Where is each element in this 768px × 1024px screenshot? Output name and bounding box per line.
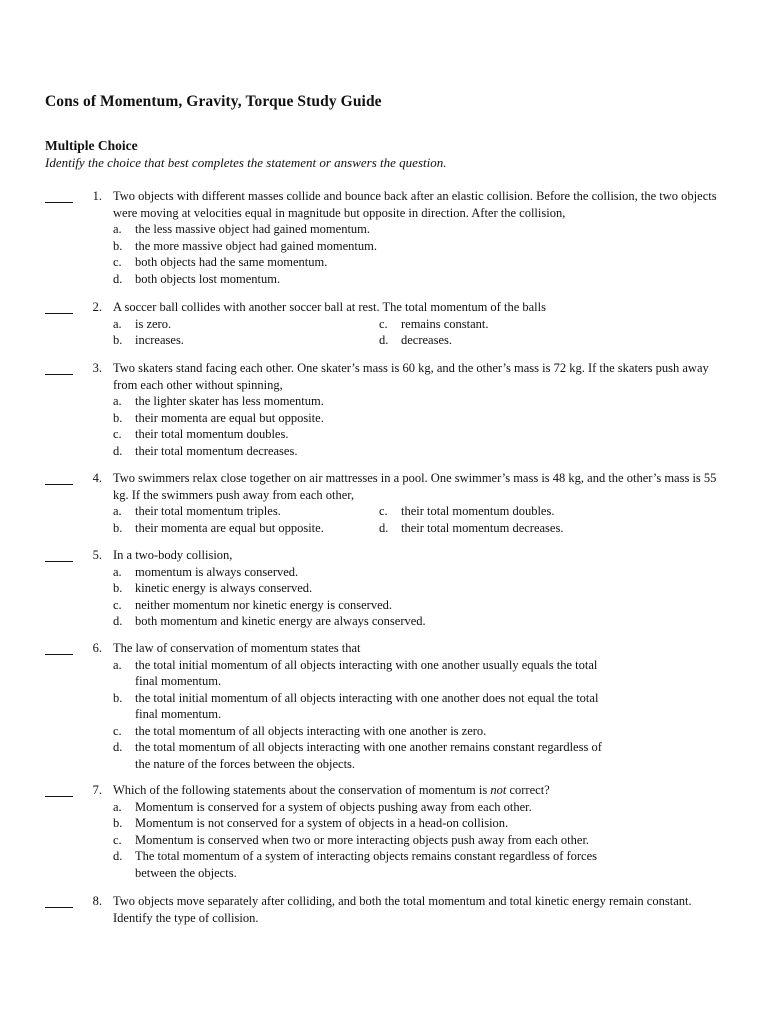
option-text: decreases. <box>401 333 453 347</box>
option-text: Momentum is not conserved for a system of objects in a head-on collision. <box>135 816 509 830</box>
question-text-emphasis: not <box>490 783 507 797</box>
option-text: their total momentum decreases. <box>401 520 564 535</box>
option-d <box>379 520 644 537</box>
option-text: their momenta are equal but opposite. <box>135 410 324 425</box>
option-text: the total initial momentum of all objects interacting with one another usually equals the total final momentum. <box>135 657 598 688</box>
question-text: Two objects with different masses collide and bounce back after an elastic collision. Before the collision, the two objects were moving at velocities equal in magnitude but opposite in direction. After the collision, <box>113 189 717 220</box>
option-letter: b. <box>113 520 123 535</box>
option-letter: c. <box>113 723 122 738</box>
question-text: Two objects move separately after colliding, and both the total momentum and total kinetic energy remain constant. Identify the type of collision. <box>113 894 692 925</box>
option-text: their total momentum doubles. <box>135 427 289 441</box>
option-a <box>113 316 378 333</box>
option-letter: b. <box>113 410 123 425</box>
option-letter: d. <box>113 271 123 286</box>
question-text: In a two-body collision, <box>113 548 233 562</box>
answer-blank-2[interactable] <box>45 299 73 314</box>
question-number: 7. <box>92 783 102 797</box>
question-text: Two swimmers relax close together on air mattresses in a pool. One swimmer’s mass is 48 kg, and the other’s mass is 55 kg. If the swimmers push away from each other, <box>113 471 717 502</box>
option-text: their total momentum triples. <box>135 504 281 518</box>
option-letter: d. <box>113 740 123 754</box>
option-text: is zero. <box>135 316 172 331</box>
option-text: their total momentum doubles. <box>401 504 555 518</box>
question-text-start: Which of the following statements about the conservation of momentum is <box>113 783 491 797</box>
option-text: momentum is always conserved. <box>135 564 299 579</box>
option-text: both momentum and kinetic energy are always conserved. <box>135 614 426 628</box>
option-letter: c. <box>379 316 388 331</box>
option-letter: a. <box>113 504 122 518</box>
option-letter: c. <box>113 255 122 269</box>
option-text: the less massive object had gained momentum. <box>135 222 371 236</box>
question-number: 5. <box>92 548 102 562</box>
option-c <box>379 503 644 520</box>
page-title: Cons of Momentum, Gravity, Torque Study Guide <box>45 93 382 110</box>
option-letter: b. <box>113 816 123 830</box>
question-number: 6. <box>92 641 102 655</box>
option-row <box>113 332 673 349</box>
option-letter: c. <box>113 427 122 441</box>
option-text: both objects had the same momentum. <box>135 255 328 269</box>
question-number: 2. <box>92 300 102 314</box>
option-text: the total initial momentum of all objects interacting with one another does not equal the total final momentum. <box>135 690 599 721</box>
option-letter: c. <box>113 832 122 847</box>
answer-blank-5[interactable] <box>45 547 73 562</box>
answer-blank-7[interactable] <box>45 782 73 797</box>
option-text: neither momentum nor kinetic energy is conserved. <box>135 597 392 612</box>
option-letter: a. <box>113 657 122 672</box>
option-letter: b. <box>113 238 123 253</box>
option-c <box>379 316 644 333</box>
answer-blank-4[interactable] <box>45 470 73 485</box>
answer-blank-8[interactable] <box>45 893 73 908</box>
option-letter: d. <box>113 443 123 458</box>
option-letter: d. <box>113 849 123 863</box>
question-number: 8. <box>92 894 102 908</box>
option-text: the total momentum of all objects interacting with one another remains constant regardless of the nature of the forces between the objects. <box>135 740 602 771</box>
option-text: remains constant. <box>401 316 489 331</box>
option-row <box>113 503 673 520</box>
option-letter: a. <box>113 222 122 236</box>
options-list <box>113 503 673 536</box>
option-letter: b. <box>113 333 123 347</box>
section-instruction: Identify the choice that best completes the statement or answers the question. <box>45 155 447 170</box>
section-heading: Multiple Choice <box>45 138 138 153</box>
option-letter: d. <box>379 333 389 347</box>
option-letter: a. <box>113 564 122 579</box>
option-text: their total momentum decreases. <box>135 443 298 458</box>
option-letter: b. <box>113 581 123 595</box>
options-list <box>113 316 673 349</box>
option-text: Momentum is conserved for a system of objects pushing away from each other. <box>135 799 532 814</box>
option-text: their momenta are equal but opposite. <box>135 520 324 535</box>
answer-blank-1[interactable] <box>45 188 73 203</box>
option-text: The total momentum of a system of interacting objects remains constant regardless of forces between the objects. <box>135 849 598 880</box>
option-text: Momentum is conserved when two or more interacting objects push away from each other. <box>135 832 590 847</box>
option-text: both objects lost momentum. <box>135 271 281 286</box>
question-text: The law of conservation of momentum states that <box>113 641 361 655</box>
question-text <box>113 782 723 799</box>
question-text: A soccer ball collides with another soccer ball at rest. The total momentum of the balls <box>113 300 546 314</box>
option-letter: d. <box>113 614 123 628</box>
option-letter: a. <box>113 316 122 331</box>
option-row <box>113 520 673 537</box>
option-letter: c. <box>113 597 122 612</box>
option-b <box>113 332 378 349</box>
question-number: 1. <box>92 189 102 203</box>
option-text: the lighter skater has less momentum. <box>135 394 324 408</box>
question-text: Two skaters stand facing each other. One skater’s mass is 60 kg, and the other’s mass is 72 kg. If the skaters push away from each other without spinning, <box>113 361 709 392</box>
option-row <box>113 316 673 333</box>
answer-blank-6[interactable] <box>45 640 73 655</box>
option-text: the total momentum of all objects interacting with one another is zero. <box>135 723 487 738</box>
option-letter: b. <box>113 690 123 705</box>
option-text: increases. <box>135 333 184 347</box>
option-letter: d. <box>379 520 389 535</box>
question-text-end: correct? <box>506 783 550 797</box>
option-text: kinetic energy is always conserved. <box>135 581 313 595</box>
option-b <box>113 520 378 537</box>
question-number: 4. <box>92 471 102 485</box>
option-letter: a. <box>113 799 122 814</box>
question-number: 3. <box>92 361 102 375</box>
option-text: the more massive object had gained momentum. <box>135 238 377 253</box>
option-a <box>113 503 378 520</box>
option-letter: a. <box>113 394 122 408</box>
answer-blank-3[interactable] <box>45 360 73 375</box>
option-d <box>379 332 644 349</box>
option-letter: c. <box>379 504 388 518</box>
